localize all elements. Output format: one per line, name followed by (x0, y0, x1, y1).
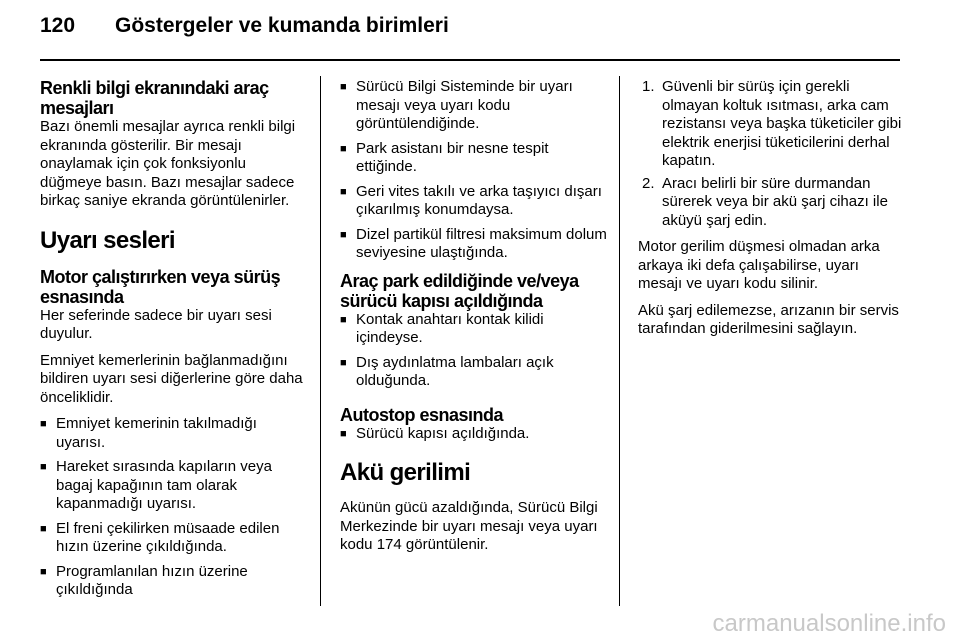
list-item: ■ Sürücü Bilgi Sisteminde bir uyarı mesajı veya uyarı kodu görüntülendiğinde. (340, 78, 608, 134)
paragraph-one-sound: Her seferinde sadece bir uyarı sesi duyulur. (40, 306, 272, 342)
list-item: ■ Dış aydınlatma lambaları açık olduğunda. (340, 354, 608, 391)
heading-autostop: Autostop esnasında (340, 404, 504, 425)
heading-warning-sounds: Uyarı sesleri (40, 226, 175, 254)
autostop-list (340, 425, 608, 444)
paragraph-color-messages: Bazı önemli mesajlar ayrıca renkli bilgi ekranında gösterilir. Bir mesajı onaylamak için çok fonksiyonlu düğmeye basın. Bazı mesajlar sadece birkaç saniye ekranda görüntülenirler. (40, 118, 296, 209)
column-1 (40, 78, 308, 608)
paragraph-seatbelt-priority: Emniyet kemerlerinin bağlanmadığını bildiren uyarı sesi diğerlerine göre daha önceliklidir. (40, 351, 303, 406)
heading-parked: Araç park edildiğinde ve/veya sürücü kapısı açıldığında (340, 270, 579, 311)
step-text: Güvenli bir sürüş için gerekli olmayan koltuk ısıtması, arka cam rezistansı veya başka tüketiciler gibi elektrik enerjisi tüketicilerini derhal kapatın. (662, 78, 902, 169)
step-number: 1. (642, 78, 655, 95)
warning-list (40, 415, 308, 600)
list-item: ■ El freni çekilirken müsaade edilen hızın üzerine çıkıldığında. (40, 520, 308, 557)
list-item: ■ Kontak anahtarı kontak kilidi içindeyse. (340, 311, 608, 348)
list-item: ■ Hareket sırasında kapıların veya bagaj kapağının tam olarak kapanmadığı uyarısı. (40, 458, 308, 514)
list-item: ■ Emniyet kemerinin takılmadığı uyarısı. (40, 415, 308, 452)
list-item: ■ Programlanılan hızın üzerine çıkıldığında (40, 563, 308, 600)
heading-battery-voltage: Akü gerilimi (340, 459, 471, 486)
column-divider (619, 76, 620, 606)
list-item: ■ Park asistanı bir nesne tespit ettiğinde. (340, 140, 608, 177)
step-number: 2. (642, 174, 655, 192)
heading-color-display-messages: Renkli bilgi ekranındaki araç mesajları (40, 78, 269, 118)
header-rule (40, 59, 900, 61)
watermark: carmanualsonline.info (712, 610, 946, 637)
chapter-title: Göstergeler ve kumanda birimleri (115, 14, 449, 37)
list-item: ■ Geri vites takılı ve arka taşıyıcı dışarı çıkarılmış konumdaysa. (340, 183, 608, 220)
step-text: Aracı belirli bir süre durmandan sürerek veya bir akü şarj cihazı ile aküyü şarj edin. (662, 174, 888, 229)
column-divider (320, 76, 321, 606)
steps-list (638, 78, 902, 230)
warning-list-continued (340, 78, 608, 263)
column-3 (638, 78, 902, 347)
page-number: 120 (40, 14, 76, 37)
list-item: ■ Dizel partikül filtresi maksimum dolum seviyesine ulaştığında. (340, 226, 608, 263)
paragraph-service: Akü şarj edilemezse, arızanın bir servis tarafından giderilmesini sağlayın. (638, 301, 899, 337)
step-item (638, 175, 902, 231)
column-2 (340, 78, 608, 563)
paragraph-battery: Akünün gücü azaldığında, Sürücü Bilgi Merkezinde bir uyarı mesajı veya uyarı kodu 174 görüntülenir. (340, 499, 598, 553)
heading-engine-running: Motor çalıştırırken veya sürüş esnasında (40, 266, 281, 307)
list-item: ■ Sürücü kapısı açıldığında. (340, 425, 608, 444)
page-header (40, 14, 449, 48)
paragraph-voltage-drop: Motor gerilim düşmesi olmadan arka arkaya iki defa çalışabilirse, uyarı mesajı ve uyarı kodu silinir. (638, 238, 880, 292)
parked-list (340, 311, 608, 391)
step-item (638, 78, 902, 171)
